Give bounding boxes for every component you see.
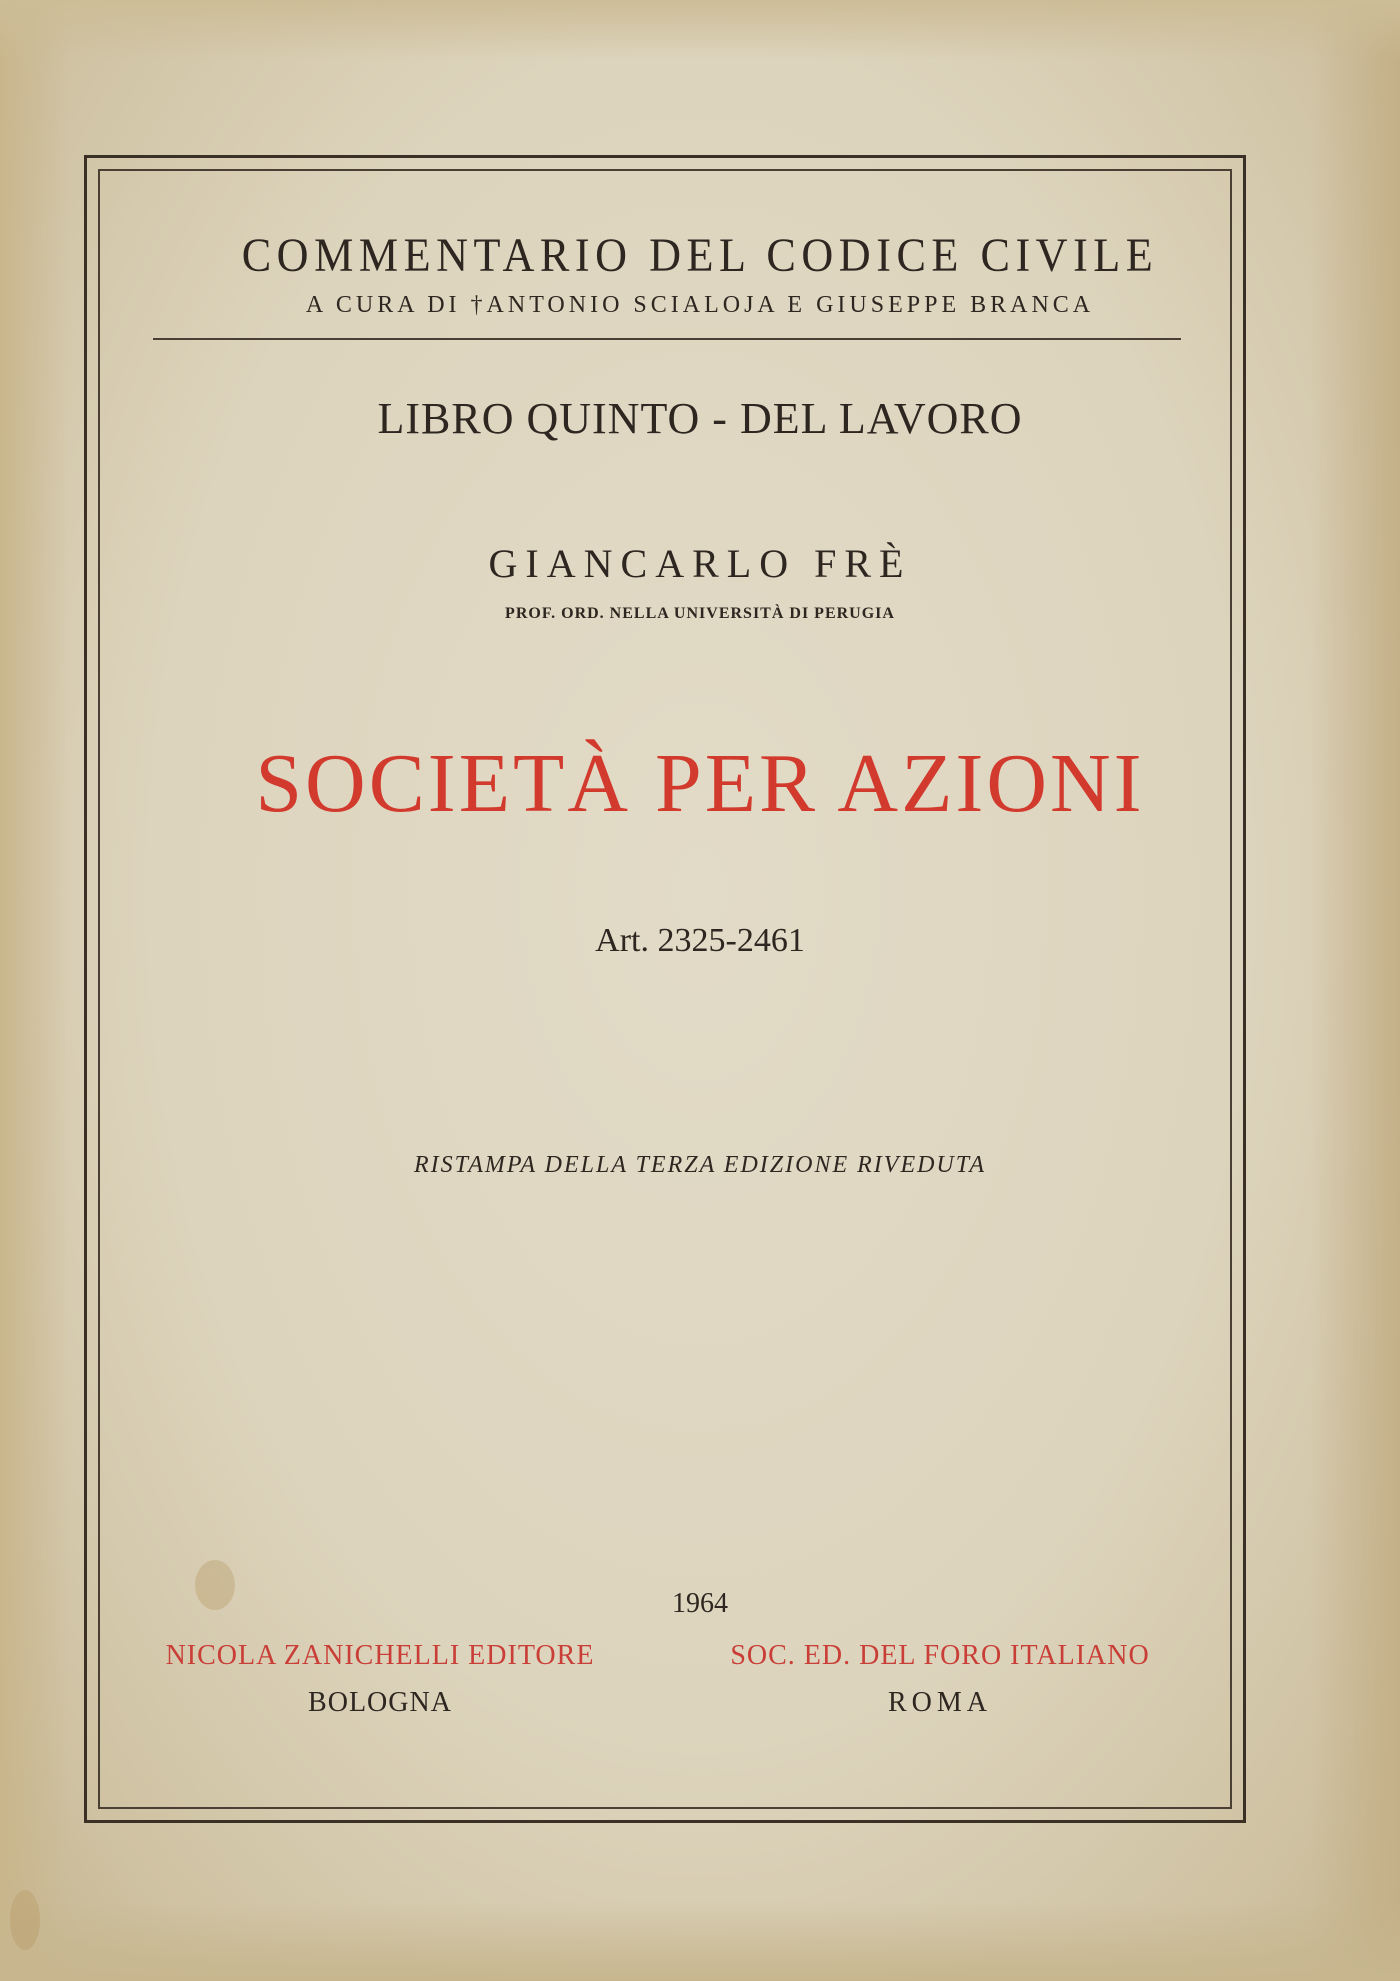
author-affiliation: PROF. ORD. NELLA UNIVERSITÀ DI PERUGIA bbox=[505, 605, 895, 622]
publisher-city-left: BOLOGNA bbox=[308, 1687, 452, 1718]
series-title: COMMENTARIO DEL CODICE CIVILE bbox=[241, 229, 1159, 282]
divider-rule bbox=[153, 338, 1181, 340]
main-title: SOCIETÀ PER AZIONI bbox=[255, 737, 1145, 830]
paper-edge-top bbox=[0, 0, 1400, 60]
articles-range: Art. 2325-2461 bbox=[595, 922, 805, 959]
publication-year: 1964 bbox=[672, 1588, 728, 1619]
publisher-name-left: NICOLA ZANICHELLI EDITORE bbox=[165, 1640, 595, 1671]
paper-edge-left bbox=[0, 0, 70, 1981]
author-name: GIANCARLO FRÈ bbox=[488, 541, 912, 586]
paper-edge-right bbox=[1310, 0, 1400, 1981]
paper-edge-bottom bbox=[0, 1901, 1400, 1981]
book-title: LIBRO QUINTO - DEL LAVORO bbox=[377, 394, 1023, 443]
publisher-name-right: SOC. ED. DEL FORO ITALIANO bbox=[730, 1640, 1150, 1671]
series-editors: A CURA DI †ANTONIO SCIALOJA E GIUSEPPE BRANCA bbox=[305, 292, 1095, 318]
edition-note: RISTAMPA DELLA TERZA EDIZIONE RIVEDUTA bbox=[413, 1152, 986, 1178]
publisher-city-right: ROMA bbox=[887, 1687, 992, 1718]
paper-stain bbox=[10, 1890, 40, 1950]
